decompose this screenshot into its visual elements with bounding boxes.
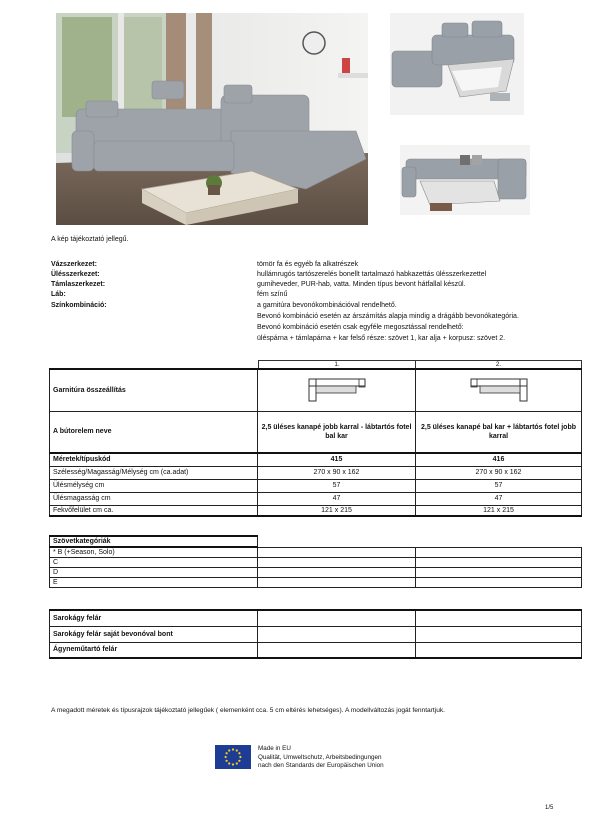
name-label: A bútorelem neve — [50, 411, 258, 453]
dimension-value: 270 x 90 x 162 — [258, 466, 416, 479]
eu-line: Qualität, Umweltschutz, Arbeitsbedingungen — [258, 753, 382, 761]
spec-label: Vázszerkezet: — [51, 261, 97, 268]
spec-value: hullámrugós tartószerelés bonellt tartalmazó habkazettás ülésszerkezettel — [257, 271, 487, 278]
assembly-diagram — [416, 369, 582, 411]
spec-extra: Bevonó kombináció esetén csak egyféle megosztással rendelhető: — [257, 324, 464, 331]
spec-value: a garnitúra bevonókombinációval rendelhető. — [257, 302, 397, 309]
spec-label: Ülésszerkezet: — [51, 271, 100, 278]
sofa-layout-icon — [307, 377, 367, 403]
fabric-table — [49, 535, 582, 588]
spec-extra: Bevonó kombináció esetén az árszámítás alapja mindig a drágább bevonókategória. — [257, 313, 519, 320]
dimension-value: 121 x 215 — [258, 505, 416, 516]
fabric-category: C — [50, 557, 258, 567]
extra-label: Ágyneműtartó felár — [50, 642, 258, 658]
dimension-value: 47 — [416, 492, 582, 505]
eu-line: Made in EU — [258, 745, 291, 752]
main-sofa-photo — [56, 13, 368, 225]
extra-label: Sarokágy felár — [50, 610, 258, 626]
spec-label: Láb: — [51, 291, 66, 298]
fabric-category: * B (+Season, Solo) — [50, 547, 258, 557]
spec-extra: üléspárna + támlapárna + kar felső része: szövet 1, kar alja + korpusz: szövet 2. — [257, 335, 506, 342]
page-number: 1/5 — [545, 805, 554, 811]
dimension-value: 57 — [416, 479, 582, 492]
dimension-label: Fekvőfelület cm ca. — [50, 505, 258, 516]
storage-sofa-photo — [390, 13, 524, 115]
image-caption: A kép tájékoztató jellegű. — [51, 236, 129, 243]
type-code: 416 — [416, 453, 582, 466]
sofa-layout-icon — [469, 377, 529, 403]
spec-value: gumiheveder, PUR-hab, vatta. Minden típus bevont hátfallal készül. — [257, 281, 466, 288]
product-name: 2,5 üléses kanapé bal kar + lábtartós fotel jobb karral — [416, 411, 582, 453]
assembly-label: Garnitúra összeállítás — [50, 369, 258, 411]
type-label: Méretek/típuskód — [50, 453, 258, 466]
dimension-value: 270 x 90 x 162 — [416, 466, 582, 479]
dimension-label: Szélesség/Magasság/Mélység cm (ca.adat) — [50, 466, 258, 479]
extras-table — [49, 609, 582, 659]
dimension-value: 47 — [258, 492, 416, 505]
spec-label: Színkombináció: — [51, 302, 107, 309]
spec-value: tömör fa és egyéb fa alkatrészek — [257, 261, 359, 268]
spec-label: Támlaszerkezet: — [51, 281, 106, 288]
eu-line: nach den Standards der Europäischen Union — [258, 762, 384, 769]
fabric-category: E — [50, 577, 258, 587]
eu-text — [258, 745, 384, 771]
dimension-value: 57 — [258, 479, 416, 492]
dimension-label: Ülésmagasság cm — [50, 492, 258, 505]
column-number: 1. — [258, 360, 416, 369]
dimension-value: 121 x 215 — [416, 505, 582, 516]
product-name: 2,5 üléses kanapé jobb karral - lábtartós fotel bal kar — [258, 411, 416, 453]
eu-flag-icon — [215, 745, 251, 769]
sofabed-photo — [400, 145, 530, 215]
fabric-category: D — [50, 567, 258, 577]
column-number: 2. — [415, 360, 582, 369]
footnote: A megadott méretek és típusrajzok tájékoztató jellegűek ( elemenként cca. 5 cm eltérés lehetséges). A modellváltozás jogát fenntartjuk. — [51, 707, 446, 714]
type-code: 415 — [258, 453, 416, 466]
product-table — [49, 368, 582, 517]
dimension-label: Ülésmélység cm — [50, 479, 258, 492]
assembly-diagram — [258, 369, 416, 411]
extra-label: Sarokágy felár saját bevonóval bont — [50, 626, 258, 642]
fabric-title: Szövetkategóriák — [50, 536, 258, 547]
spec-value: fém színű — [257, 291, 288, 298]
